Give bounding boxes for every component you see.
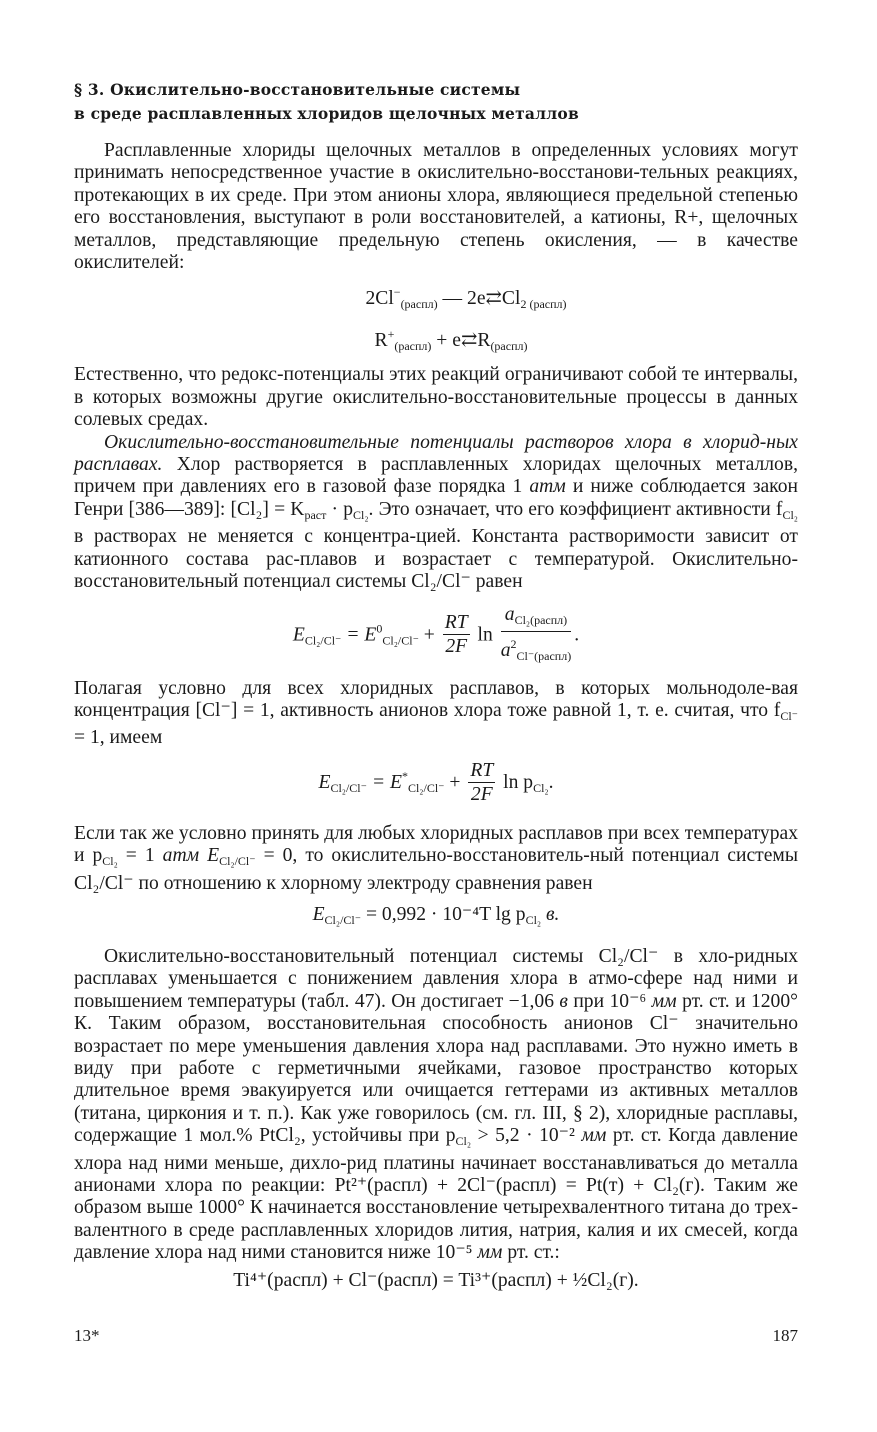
equation-1 bbox=[74, 280, 798, 358]
p4-text: Полагая условно для всех хлоридных расплавов, в которых мольнодоле-вая концентрация [Cl⁻] = 1, активность анионов хлора тоже равной 1, т. е. считая, что f bbox=[74, 677, 798, 721]
p3-text-e: в растворах не меняется с концентра-цией. Константа растворимости зависит от катионного состава рас-плавов и возрастает с температурой. Окислительно-восстановительный потенциал системы Cl₂/Cl⁻ равен bbox=[74, 526, 798, 593]
eq2-sub-b: (распл) bbox=[490, 339, 528, 354]
eq3-dot: . bbox=[574, 624, 580, 645]
eq1-sub-a: (распл) bbox=[400, 297, 438, 312]
eq1-sub-b: 2 (распл) bbox=[520, 297, 567, 312]
p6-sub: Cl₂ bbox=[455, 1134, 472, 1149]
p6-c: рт. ст. и 1200° К. Таким образом, восстановительная способность анионов Cl⁻ значительно возрастает по мере уменьшения давления хлора над расплавами. Это нужно иметь в виду при работе с герметичными ячейками, газовое пространство которых длительное время эвакуируется или очищается геттерами из активных металлов (титана, циркония и т. п.). Как уже говорилось (см. гл. III, § 2), хлоридные расплавы, содержащие 1 мол.% PtCl₂, устойчивы при p bbox=[74, 990, 798, 1147]
p5-atm: атм bbox=[162, 845, 200, 867]
eq4-tail-sub: Cl₂ bbox=[533, 780, 549, 795]
eq3-e0-sup: 0 bbox=[376, 621, 383, 635]
eq3-rt: RT bbox=[444, 612, 468, 633]
page-number: 187 bbox=[772, 1326, 798, 1345]
p3-atm: атм bbox=[529, 476, 566, 498]
p3-text-c: · p bbox=[326, 498, 354, 520]
p6-mm3: мм bbox=[477, 1242, 503, 1264]
p6-e: рт. ст. Когда давление хлора над ними меньше, дихло-рид платины начинает восстанавливаться до металла анионами хлора по реакции: Pt²⁺(распл) + 2Cl⁻(распл) = Pt(т) + Cl₂(г). Таким же образом выше 1000° К начинается восстановление четырехвалентного титана до трех-валентного в среде расплавленных хлоридов лития, натрия, калия и их смесей, когда давление хлора над ними становится ниже 10⁻⁵ bbox=[74, 1125, 798, 1264]
paragraph-4 bbox=[74, 678, 798, 750]
eq4-plus: + bbox=[444, 771, 466, 793]
eq5-rhs: = 0,992 · 10⁻⁴T lg p bbox=[361, 903, 526, 925]
p4-sub: Cl⁻ bbox=[780, 708, 798, 723]
paragraph-2: Естественно, что редокс-потенциалы этих реакций ограничивают собой те интервалы, в которых возможны другие окислительно-восстановительные процессы в данных солевых средах. bbox=[74, 364, 798, 431]
p5-c: E bbox=[199, 845, 220, 867]
eq4-lhs: E bbox=[318, 771, 331, 793]
eq4-star-sub: Cl₂/Cl⁻ bbox=[407, 780, 445, 795]
signature-mark: 13* bbox=[74, 1326, 100, 1345]
eq4-star: * bbox=[401, 768, 408, 783]
eq3-num: a bbox=[504, 603, 515, 625]
paragraph-5 bbox=[74, 823, 798, 895]
eq5-rhs-sub: Cl₂ bbox=[525, 912, 542, 927]
p5-sub2: Cl₂/Cl⁻ bbox=[219, 854, 256, 869]
eq3-lhs-sub: Cl₂/Cl⁻ bbox=[304, 633, 342, 647]
p6-v: в bbox=[559, 990, 568, 1012]
p4-end: = 1, имеем bbox=[74, 727, 163, 749]
eq3-den: a bbox=[500, 639, 511, 661]
p5-a: Если так же условно принять для любых хлоридных расплавов при всех температурах и p bbox=[74, 822, 798, 867]
eq4-tail: ln p bbox=[498, 771, 534, 793]
eq3-eqsign: = E bbox=[341, 624, 377, 645]
eq3-2f: 2F bbox=[445, 636, 468, 657]
p3-fcl-sub: Cl₂ bbox=[782, 507, 798, 522]
eq3-ln: ln bbox=[472, 624, 498, 645]
p6-a: Окислительно-восстановительный потенциал системы Cl₂/Cl⁻ в хло-ридных расплавах уменьшается с понижением давления хлора в атмо-сфере над ними и повышением температуры (табл. 47). Он достигает −1,06 bbox=[74, 945, 798, 1012]
eq1-term-a: 2Cl bbox=[365, 288, 394, 310]
p6-b: при 10⁻⁶ bbox=[567, 990, 652, 1012]
eq5-lhs-sub: Cl₂/Cl⁻ bbox=[324, 912, 362, 927]
eq2-term-b: + e⇄R bbox=[431, 330, 491, 352]
eq4-dot: . bbox=[548, 771, 554, 793]
equation-4 bbox=[74, 760, 798, 807]
p3-pcl-sub: Cl₂ bbox=[353, 507, 369, 522]
eq2-sup: + bbox=[387, 327, 395, 342]
eq3-den-sup: 2 bbox=[510, 636, 517, 651]
p6-f: рт. ст.: bbox=[502, 1242, 560, 1264]
eq1-term-b: — 2e⇄Cl bbox=[437, 288, 521, 310]
eq3-activity-fraction bbox=[501, 604, 572, 668]
eq4-lhs-sub: Cl₂/Cl⁻ bbox=[330, 780, 367, 795]
eq4-2f: 2F bbox=[470, 783, 493, 805]
eq3-num-sub: Cl₂(распл) bbox=[514, 612, 568, 627]
eq4-rt-fraction bbox=[468, 760, 495, 807]
p6-mm: мм bbox=[651, 990, 677, 1012]
eq3-e0-sub: Cl₂/Cl⁻ bbox=[382, 633, 419, 647]
paragraph-3-italic-lead: Окислительно-восстановительные потенциалы растворов хлора в хлорид-ных расплавах. bbox=[74, 431, 798, 476]
p3-krast-sub: раст bbox=[304, 507, 327, 522]
section-heading bbox=[74, 78, 798, 126]
eq3-rt-fraction bbox=[443, 612, 470, 659]
eq3-den-sub: Cl⁻(распл) bbox=[516, 648, 572, 663]
p3-text-d: . Это означает, что его коэффициент активности f bbox=[368, 498, 783, 520]
p3-text-a: Хлор растворяется в расплавленных хлоридах щелочных металлов, причем при давлениях его в газовой фазе порядка 1 bbox=[74, 454, 798, 498]
paragraph-1: Расплавленные хлориды щелочных металлов в определенных условиях могут принимать непосредственное участие в окислительно-восстанови-тельных реакциях, протекающих в их среде. При этом анионы хлора, являющиеся предельной степенью его восстановления, выступают в роли восстановителей, а катионы, R+, щелочных металлов, представляющие предельную степень окисления, — в качестве окислителей: bbox=[74, 140, 798, 274]
eq2-sub-a: (распл) bbox=[394, 339, 432, 354]
eq1-sup: − bbox=[393, 285, 401, 300]
p5-b: = 1 bbox=[117, 845, 163, 867]
eq5-lhs: E bbox=[312, 903, 325, 925]
eq2-term-a: R bbox=[374, 330, 388, 352]
equation-3 bbox=[74, 604, 798, 668]
heading-line-1: § 3. Окислительно-восстановительные системы bbox=[74, 80, 521, 99]
equation-6: Ti⁴⁺(распл) + Cl⁻(распл) = Ti³⁺(распл) + ½Cl₂(г). bbox=[233, 1269, 639, 1291]
equation-2 bbox=[104, 322, 798, 358]
equation-5 bbox=[74, 903, 798, 932]
eq3-plus: + bbox=[418, 624, 440, 645]
eq5-unit: в. bbox=[541, 903, 560, 925]
eq4-eqsign: = E bbox=[366, 771, 402, 793]
eq3-lhs: E bbox=[292, 624, 305, 645]
p3-text-b: и ниже соблюдается закон Генри [386—389]: [Cl₂] = K bbox=[74, 476, 798, 520]
p6-d: > 5,2 · 10⁻² bbox=[471, 1125, 582, 1147]
heading-line-2: в среде расплавленных хлоридов щелочных металлов bbox=[74, 104, 579, 123]
eq4-rt: RT bbox=[470, 759, 494, 781]
p6-mm2: мм bbox=[581, 1125, 607, 1147]
paragraph-6 bbox=[74, 946, 798, 1265]
page-content bbox=[74, 78, 798, 1299]
p5-d: = 0, то окислительно-восстановитель-ный потенциал системы Cl₂/Cl⁻ по отношению к хлорному электроду сравнения равен bbox=[74, 845, 798, 894]
paragraph-3 bbox=[74, 432, 798, 594]
p5-sub1: Cl₂ bbox=[102, 854, 118, 869]
